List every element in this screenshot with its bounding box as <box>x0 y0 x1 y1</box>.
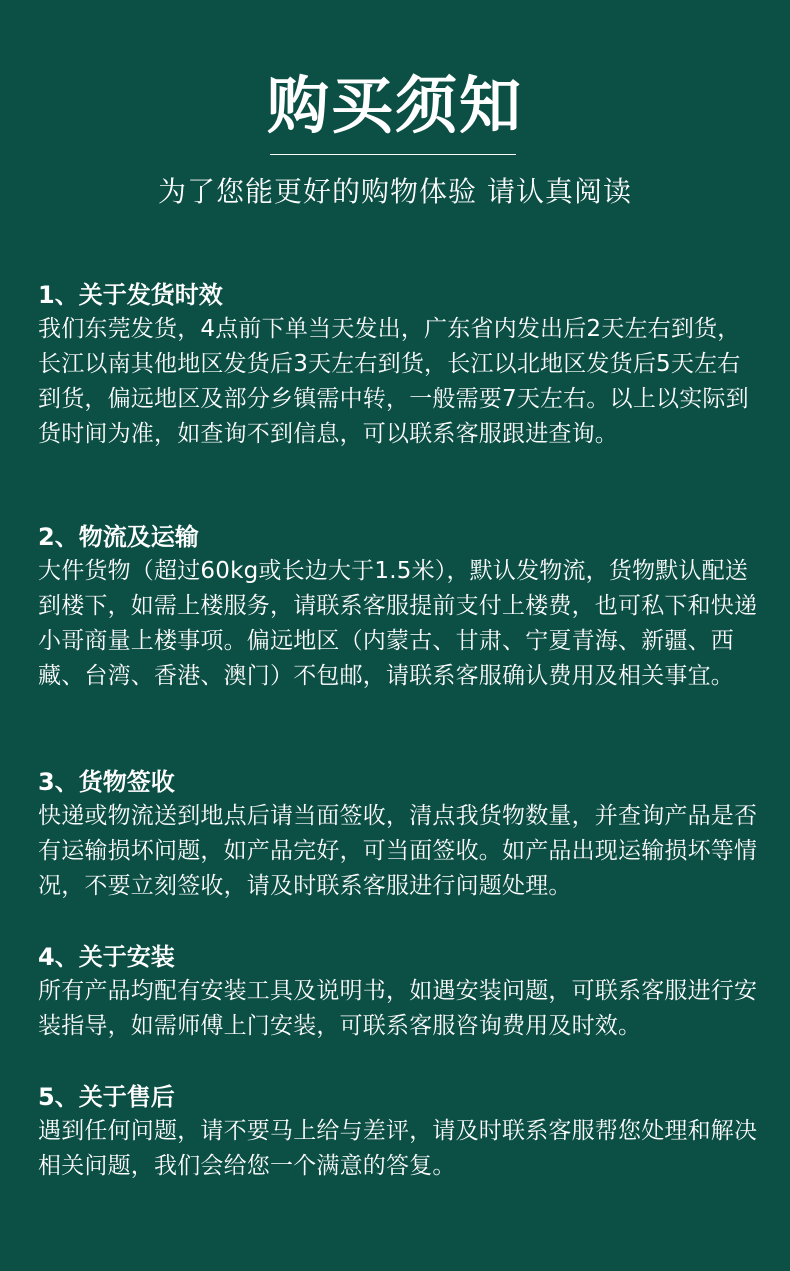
section-installation <box>38 940 758 1044</box>
section-logistics <box>38 520 758 694</box>
section-heading: 2、物流及运输 <box>38 523 199 551</box>
section-body: 所有产品均配有安装工具及说明书，如遇安装问题，可联系客服进行安装指导，如需师傅上门安装，可联系客服咨询费用及时效。 <box>38 978 758 1039</box>
section-body: 快递或物流送到地点后请当面签收，清点我货物数量，并查询产品是否有运输损坏问题，如产品完好，可当面签收。如产品出现运输损坏等情况，不要立刻签收，请及时联系客服进行问题处理。 <box>38 803 758 899</box>
section-receipt <box>38 765 758 904</box>
section-heading: 3、货物签收 <box>38 768 175 796</box>
section-heading: 1、关于发货时效 <box>38 281 223 309</box>
section-after-sales <box>38 1080 758 1184</box>
section-body: 遇到任何问题，请不要马上给与差评，请及时联系客服帮您处理和解决相关问题，我们会给您一个满意的答复。 <box>38 1118 758 1179</box>
section-heading: 4、关于安装 <box>38 943 175 971</box>
title-divider <box>270 154 516 155</box>
page-title: 购买须知 <box>266 69 523 142</box>
page-subtitle: 为了您能更好的购物体验 请认真阅读 <box>158 175 632 208</box>
section-body: 我们东莞发货，4点前下单当天发出，广东省内发出后2天左右到货，长江以南其他地区发货后3天左右到货，长江以北地区发货后5天左右到货，偏远地区及部分乡镇需中转，一般需要7天左右。以上以实际到货时间为准，如查询不到信息，可以联系客服跟进查询。 <box>38 316 749 447</box>
section-body: 大件货物（超过60kg或长边大于1.5米），默认发物流，货物默认配送到楼下，如需上楼服务，请联系客服提前支付上楼费，也可私下和快递小哥商量上楼事项。偏远地区（内蒙古、甘肃、宁夏青海、新疆、西藏、台湾、香港、澳门）不包邮，请联系客服确认费用及相关事宜。 <box>38 558 758 689</box>
section-heading: 5、关于售后 <box>38 1083 175 1111</box>
section-shipping-time <box>38 278 758 452</box>
